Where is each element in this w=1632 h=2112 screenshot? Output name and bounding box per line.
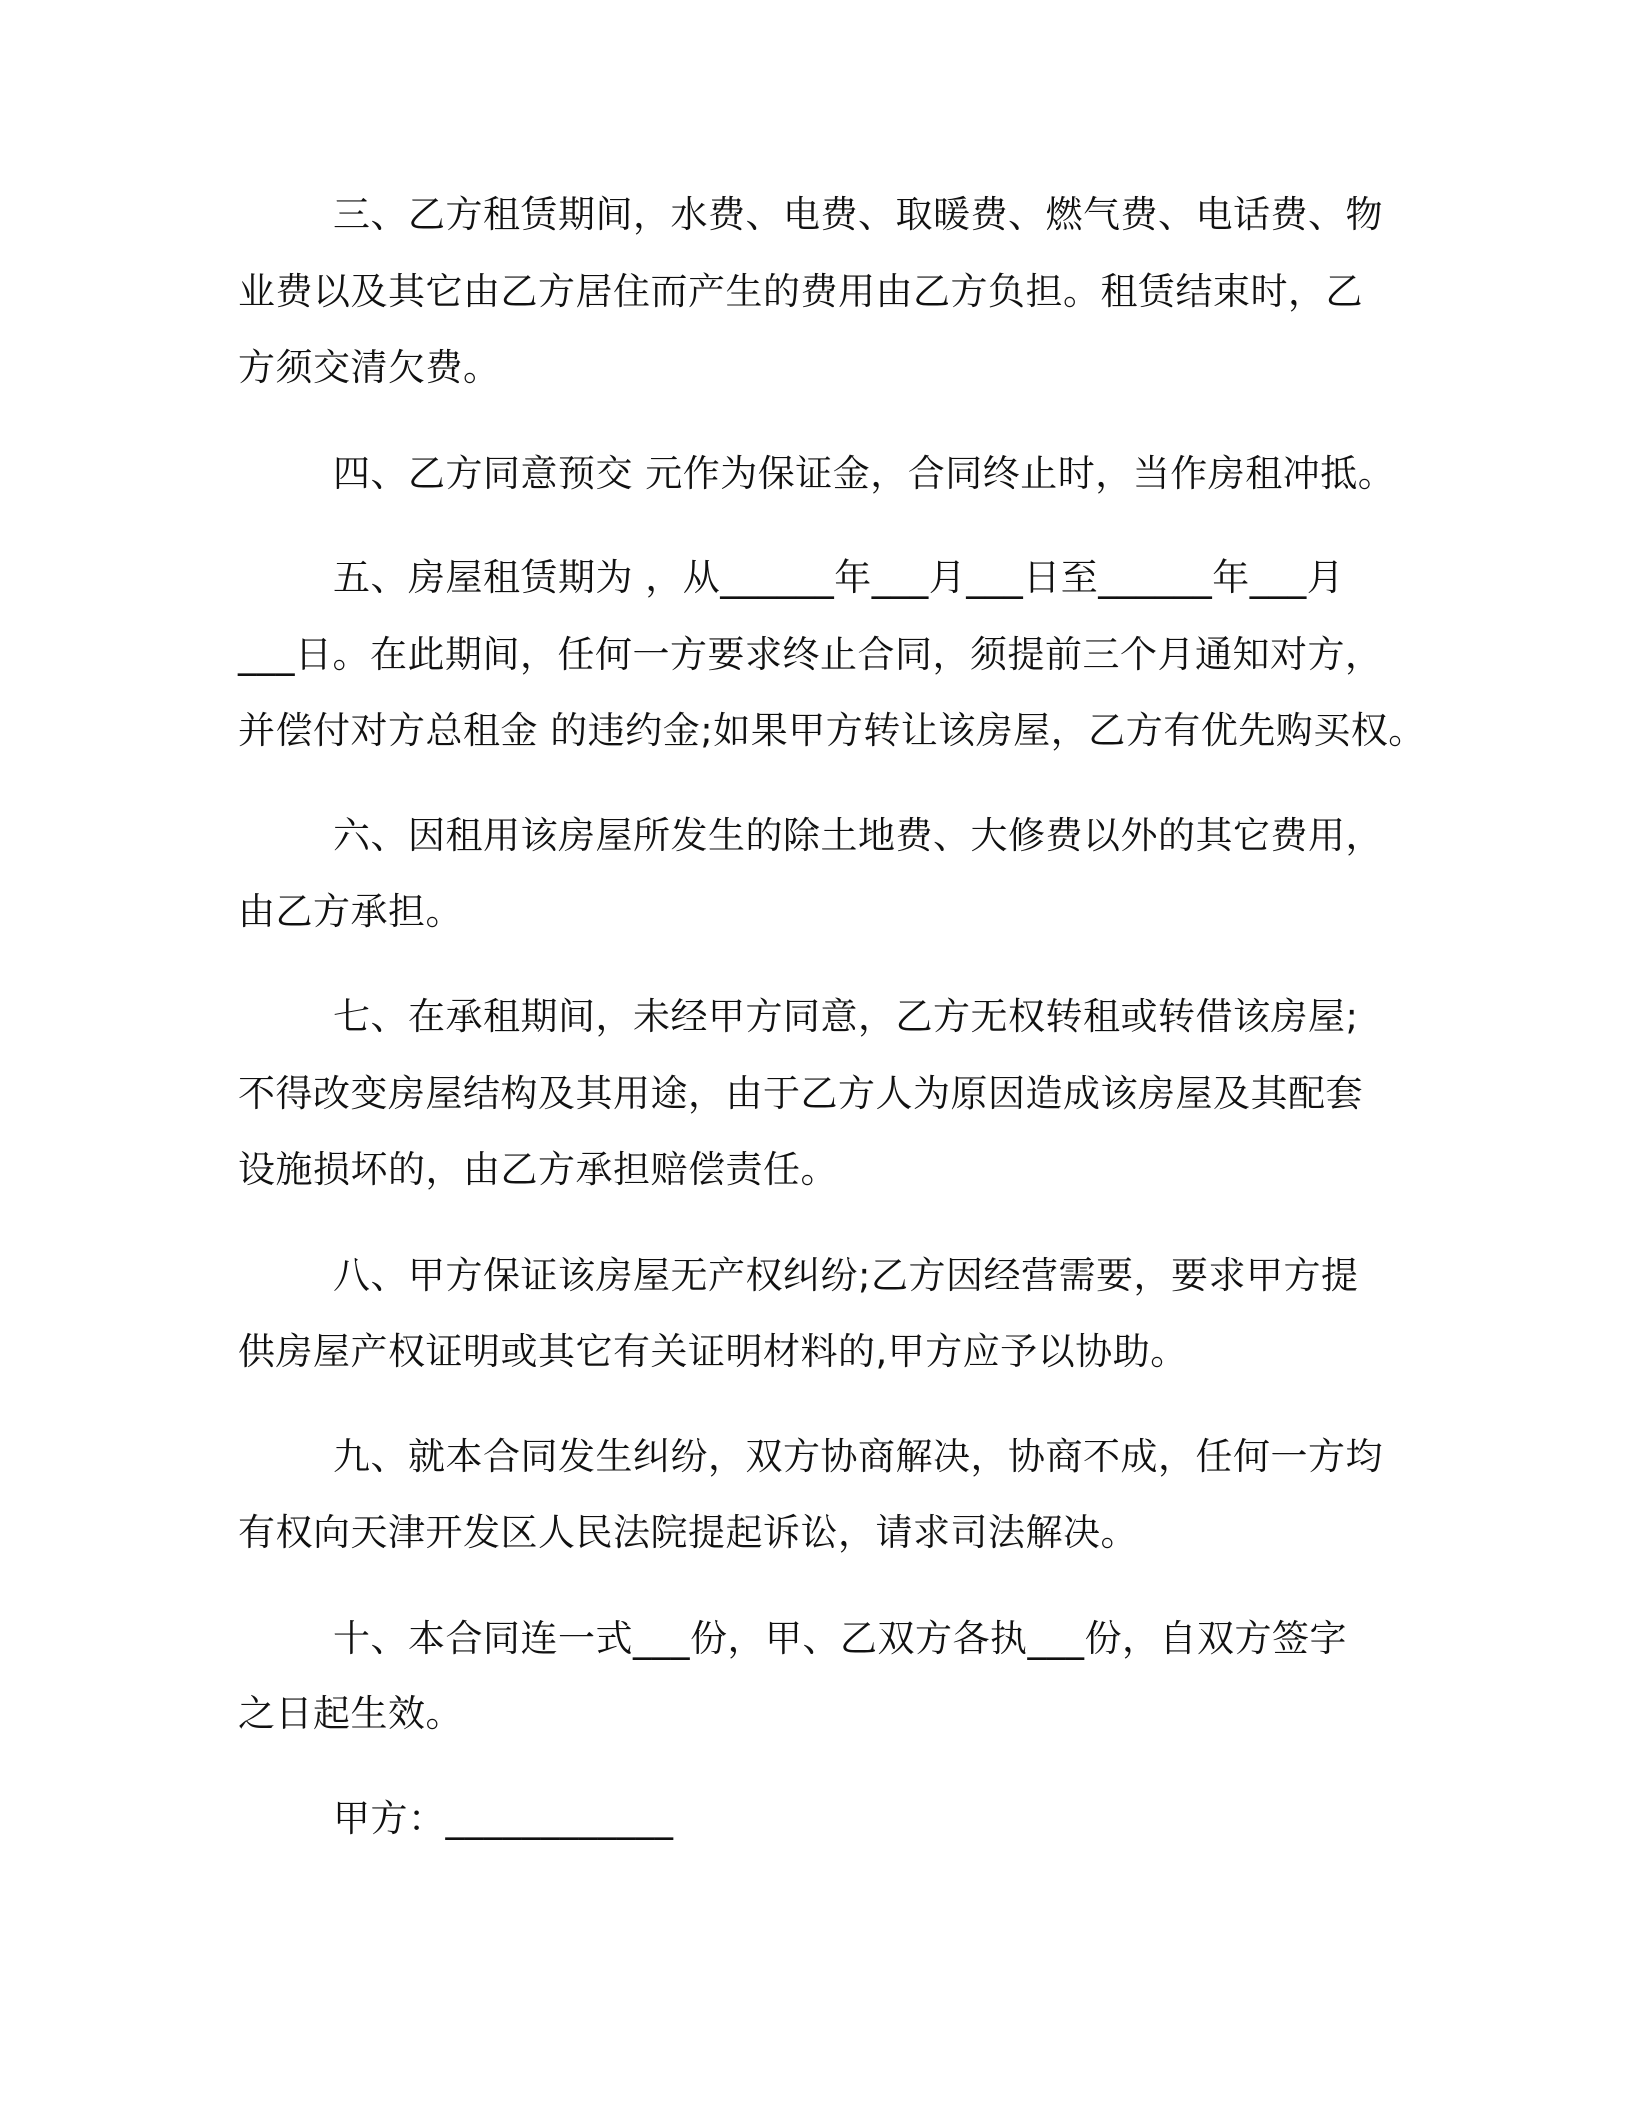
clause-3-line-1: 三、乙方租赁期间，水费、电费、取暖费、燃气费、电话费、物 — [333, 193, 1383, 236]
clause-7-line-1: 七、在承租期间，未经甲方同意，乙方无权转租或转借该房屋; — [333, 995, 1359, 1038]
clause-3-line-3: 方须交清欠费。 — [238, 346, 501, 389]
clause-5-line-1: 五、房屋租赁期为 ，从______年___月___日至______年___月 — [333, 556, 1345, 599]
clause-6-line-2: 由乙方承担。 — [238, 890, 463, 933]
clause-9-line-1: 九、就本合同发生纠纷，双方协商解决，协商不成，任何一方均 — [333, 1435, 1383, 1478]
clause-7-line-2: 不得改变房屋结构及其用途，由于乙方人为原因造成该房屋及其配套 — [238, 1072, 1363, 1115]
clause-4-line-1: 四、乙方同意预交 元作为保证金，合同终止时，当作房租冲抵。 — [333, 452, 1396, 495]
clause-6-line-1: 六、因租用该房屋所发生的除土地费、大修费以外的其它费用， — [333, 814, 1383, 857]
clause-3-line-2: 业费以及其它由乙方居住而产生的费用由乙方负担。租赁结束时，乙 — [238, 270, 1363, 313]
clause-10-line-2: 之日起生效。 — [238, 1692, 463, 1735]
clause-5-line-2: ___日。在此期间，任何一方要求终止合同，须提前三个月通知对方， — [238, 633, 1383, 676]
party-a-signature-line: 甲方：____________ — [333, 1797, 674, 1840]
clause-10-line-1: 十、本合同连一式___份，甲、乙双方各执___份，自双方签字 — [333, 1617, 1347, 1660]
clause-8-line-1: 八、甲方保证该房屋无产权纠纷;乙方因经营需要，要求甲方提 — [333, 1254, 1359, 1297]
clause-5-line-3: 并偿付对方总租金 的违约金;如果甲方转让该房屋，乙方有优先购买权。 — [238, 709, 1426, 752]
clause-8-line-2: 供房屋产权证明或其它有关证明材料的,甲方应予以协助。 — [238, 1330, 1188, 1373]
clause-9-line-2: 有权向天津开发区人民法院提起诉讼，请求司法解决。 — [238, 1511, 1138, 1554]
clause-7-line-3: 设施损坏的，由乙方承担赔偿责任。 — [238, 1148, 838, 1191]
